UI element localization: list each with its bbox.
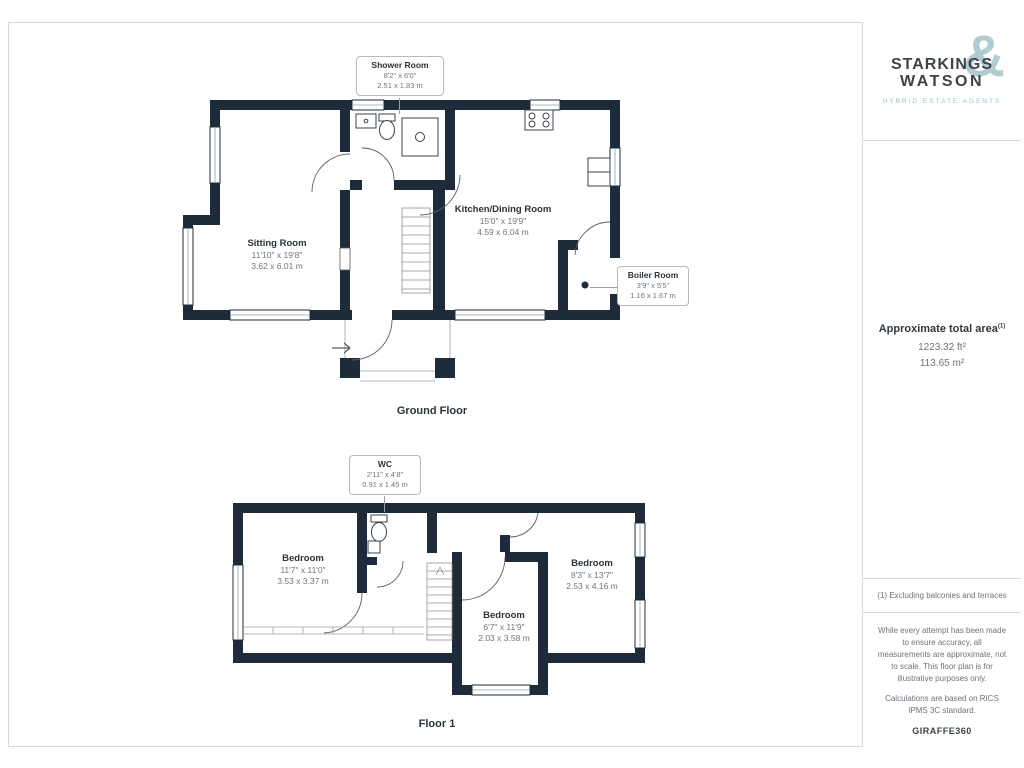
total-area-title: Approximate total area$^{(1)}$ <box>878 323 1006 335</box>
ampersand-logo-glyph: & <box>963 24 1005 89</box>
toilet-icon <box>379 114 395 140</box>
stairs-icon <box>402 208 430 293</box>
ground-floor-plan <box>180 90 630 400</box>
agency-tagline: HYBRID ESTATE AGENTS <box>882 98 1002 106</box>
disclaimer-section <box>863 612 1021 747</box>
sink-icon <box>356 114 376 128</box>
first-windows <box>233 523 645 695</box>
calculations-text: Calculations are based on RICS IPMS 3C standard. <box>885 694 999 715</box>
kitchen-dining-room-label: Kitchen/Dining Room 15'0" x 19'9" 4.59 x 6.04 m <box>454 204 552 238</box>
agency-name-line2: WATSON <box>899 72 985 90</box>
kitchen-unit-icon <box>588 158 610 186</box>
wc-callout-leader <box>384 496 385 512</box>
bedroom-left-label: Bedroom 11'7" x 11'0" 3.53 x 3.37 m <box>277 553 329 587</box>
stairs-icon <box>427 563 452 640</box>
shower-icon <box>402 118 438 156</box>
boiler-dot-icon <box>582 282 589 289</box>
agency-name-line1: STARKINGS <box>890 55 994 73</box>
bedroom-right-label: Bedroom 8'3" x 13'7" 2.53 x 4.16 m <box>566 558 618 592</box>
boiler-room-callout: Boiler Room 3'9" x 5'5" 1.16 x 1.67 m <box>617 266 689 306</box>
first-walls <box>233 503 645 695</box>
wc-callout: WC 2'11" x 4'8" 0.91 x 1.45 m <box>349 455 421 495</box>
shower-room-callout: Shower Room 8'2" x 6'0" 2.51 x 1.83 m <box>356 56 444 96</box>
agency-logo <box>863 22 1021 141</box>
total-area-m: 113.65 m² <box>919 358 965 369</box>
shower-callout-leader <box>399 98 400 114</box>
ground-openings <box>340 248 620 320</box>
bedroom-middle-label: Bedroom 6'7" x 11'9" 2.03 x 3.58 m <box>478 610 530 644</box>
boiler-callout-leader <box>590 287 618 288</box>
hob-icon <box>525 110 553 130</box>
info-sidebar <box>862 22 1021 747</box>
first-floor-title: Floor 1 <box>418 718 456 730</box>
toilet-icon <box>371 515 387 542</box>
area-footnote: (1) Excluding balconies and terraces <box>863 578 1021 612</box>
total-area-section <box>863 141 1021 578</box>
ground-floor-title: Ground Floor <box>396 405 468 417</box>
porch-canopy <box>345 320 450 381</box>
giraffe360-credit: GIRAFFE360 <box>912 726 972 736</box>
wc-shelf-icon <box>368 541 380 553</box>
wardrobe <box>243 627 424 634</box>
first-floor-plan <box>220 495 660 710</box>
footnote-marker: (1) <box>997 323 1006 330</box>
total-area-ft: 1223.32 ft² <box>918 342 966 353</box>
entrance-arrow-icon <box>332 343 350 353</box>
disclaimer-text: While every attempt has been made to ensure accuracy, all measurements are approximate, not to scale. This floor plan is for illustrative purposes only. <box>877 626 1007 683</box>
sitting-room-label: Sitting Room 11'10" x 19'8" 3.62 x 6.01 m <box>247 238 307 272</box>
